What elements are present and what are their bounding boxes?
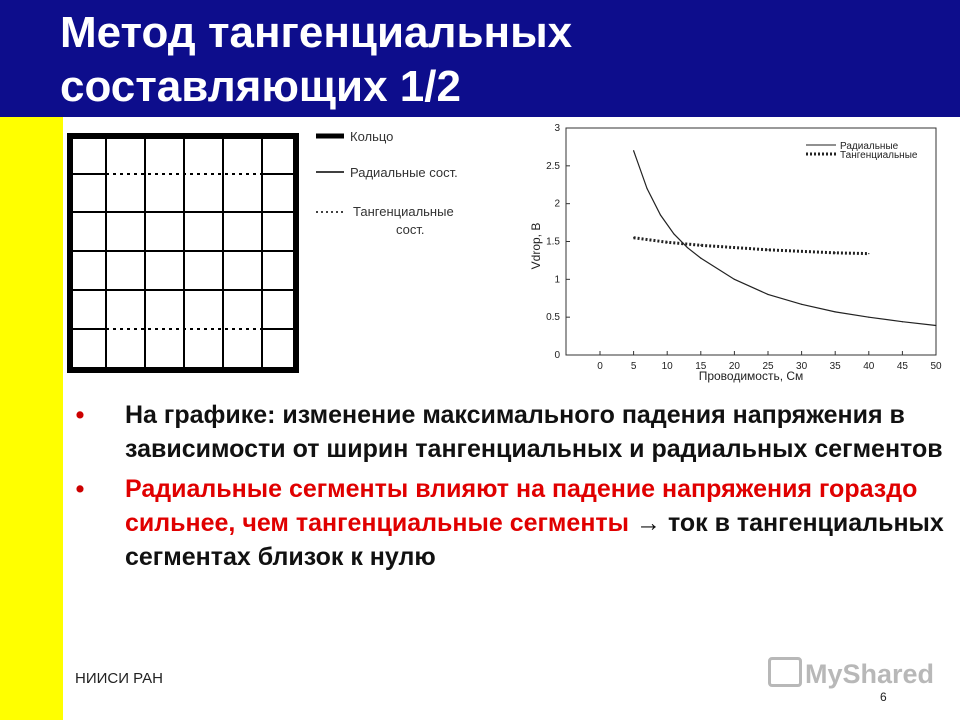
data-point bbox=[700, 245, 701, 246]
data-point bbox=[633, 150, 634, 151]
title-bar bbox=[0, 0, 960, 117]
data-point bbox=[902, 321, 903, 322]
data-point bbox=[935, 325, 936, 326]
x-tick-label: 5 bbox=[630, 361, 637, 372]
watermark-text: MyShared bbox=[805, 659, 935, 689]
x-tick-label: 10 bbox=[661, 361, 673, 372]
chart-series bbox=[633, 150, 937, 326]
grid-lines bbox=[70, 136, 296, 370]
bullet-text-2-black: ток в тангенциальных сегментах близок к нулю bbox=[125, 509, 944, 571]
x-axis-label: Проводимость, См bbox=[698, 369, 804, 383]
data-point bbox=[868, 317, 869, 318]
data-point bbox=[734, 247, 735, 248]
data-point bbox=[687, 247, 688, 248]
legend-ring-label: Кольцо bbox=[350, 129, 394, 144]
y-tick-label: 2 bbox=[554, 198, 560, 210]
x-tick-label: 50 bbox=[930, 361, 942, 372]
power-grid-diagram bbox=[66, 126, 506, 376]
data-point bbox=[868, 253, 869, 254]
y-tick-label: 0 bbox=[554, 350, 560, 361]
bullet-list bbox=[70, 398, 950, 580]
bullet-item-2 bbox=[70, 472, 950, 574]
data-point bbox=[767, 249, 768, 250]
presentation-icon bbox=[768, 657, 802, 687]
y-tick-label: 2.5 bbox=[546, 160, 560, 172]
series-radial-line bbox=[634, 151, 936, 326]
watermark bbox=[768, 657, 934, 690]
data-point bbox=[660, 214, 661, 215]
x-tick-label: 15 bbox=[695, 361, 707, 372]
x-tick-label: 20 bbox=[728, 361, 740, 372]
data-point bbox=[646, 188, 647, 189]
bullet-text-1: На графике: изменение максимального падения напряжения в зависимости от ширин тангенциальных и радиальных сегментов bbox=[125, 401, 943, 463]
data-point bbox=[835, 252, 836, 253]
y-tick-label: 0.5 bbox=[546, 312, 560, 324]
slide-title bbox=[60, 6, 940, 114]
x-tick-label: 0 bbox=[597, 361, 603, 372]
data-point bbox=[835, 311, 836, 312]
series-tangential-line bbox=[634, 238, 869, 254]
footer-organization: НИИСИ РАН bbox=[75, 670, 164, 687]
arrow-icon: → bbox=[635, 509, 661, 537]
legend-radial-label: Радиальные сост. bbox=[350, 165, 458, 180]
y-axis-label: Vdrop, В bbox=[529, 222, 543, 270]
plot-area-frame bbox=[566, 128, 936, 355]
x-tick-label: 40 bbox=[863, 361, 875, 372]
bullet-item-1 bbox=[70, 398, 950, 466]
legend-tangential-text: Тангенциальные bbox=[840, 150, 918, 161]
y-tick-label: 1.5 bbox=[546, 236, 560, 248]
x-tick-label: 35 bbox=[829, 361, 841, 372]
x-tick-label: 30 bbox=[796, 361, 808, 372]
legend-tangential-label-2: сост. bbox=[396, 222, 425, 237]
x-tick-label: 25 bbox=[762, 361, 774, 372]
data-point bbox=[667, 242, 668, 243]
bullet-text-2-red: Радиальные сегменты влияют на падение напряжения гораздо сильнее, чем тангенциальные сегменты bbox=[125, 475, 918, 537]
data-point bbox=[734, 279, 735, 280]
legend-tangential-label-1: Тангенциальные bbox=[353, 204, 454, 219]
left-accent-bar bbox=[0, 117, 63, 720]
data-point bbox=[801, 304, 802, 305]
y-tick-label: 3 bbox=[554, 123, 560, 134]
title-line-2: составляющих 1/2 bbox=[60, 62, 461, 111]
data-point bbox=[801, 251, 802, 252]
legend-radial-text: Радиальные bbox=[840, 141, 899, 152]
y-tick-label: 1 bbox=[554, 274, 560, 286]
bullet-marker: • bbox=[75, 475, 85, 503]
vdrop-chart bbox=[518, 118, 942, 390]
x-tick-label: 45 bbox=[896, 361, 908, 372]
title-line-1: Метод тангенциальных bbox=[60, 8, 573, 57]
page-number: 6 bbox=[880, 690, 887, 704]
data-point bbox=[633, 237, 634, 238]
data-point bbox=[673, 233, 674, 234]
data-point bbox=[767, 294, 768, 295]
data-point bbox=[700, 258, 701, 259]
bullet-marker: • bbox=[75, 401, 85, 429]
